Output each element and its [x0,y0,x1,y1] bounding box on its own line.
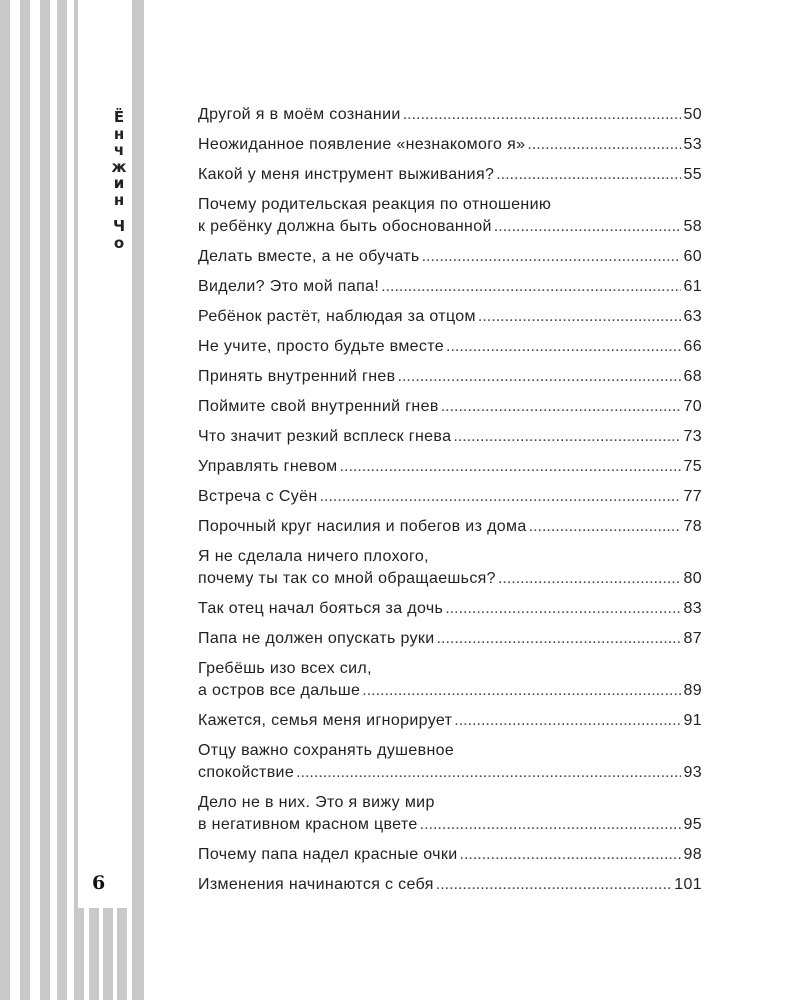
toc-entry[interactable] [198,396,702,418]
stripe [40,0,50,1000]
toc-entry-page: 55 [683,166,702,183]
dot-leader [436,874,672,896]
toc-entry-line [198,628,702,650]
toc-entry-title: Папа не должен опускать руки [198,630,435,647]
toc-entry-page: 101 [674,876,702,893]
dot-leader [422,246,681,268]
toc-entry[interactable] [198,710,702,732]
toc-entry[interactable] [198,104,702,126]
author-letter: Ё [113,108,125,126]
toc-entry-title: Поймите свой внутренний гнев [198,398,439,415]
toc-entry-title: Ребёнок растёт, наблюдая за отцом [198,308,476,325]
author-letter: н [113,124,125,143]
author-letter: н [113,190,125,209]
toc-entry-title: Неожиданное появление «незнакомого я» [198,136,526,153]
toc-entry-title-line: Гребёшь изо всех сил, [198,660,372,677]
toc-entry[interactable] [198,740,702,784]
toc-entry-title: Не учите, просто будьте вместе [198,338,445,355]
toc-entry-page: 66 [683,338,702,355]
toc-entry[interactable] [198,134,702,156]
toc-entry-page: 53 [683,136,702,153]
toc-entry-line [198,710,702,732]
stripe [132,0,144,1000]
toc-entry-line [198,104,702,126]
toc-entry-page: 89 [683,682,702,699]
toc-entry-title: Порочный круг насилия и побегов из дома [198,518,527,535]
dot-leader [460,844,681,866]
toc-entry-page: 78 [683,518,702,535]
toc-entry[interactable] [198,246,702,268]
toc-entry-line [198,306,702,328]
toc-entry-title: почему ты так со мной обращаешься? [198,570,496,587]
dot-leader [381,276,680,298]
toc-entry-line [198,336,702,358]
toc-entry-page: 60 [683,248,702,265]
dot-leader [496,164,680,186]
toc-entry-page: 68 [683,368,702,385]
toc-entry-title: Изменения начинаются с себя [198,876,434,893]
toc-entry-title: Какой у меня инструмент выживания? [198,166,495,183]
toc-entry[interactable] [198,276,702,298]
toc-entry-page: 63 [683,308,702,325]
toc-entry-title: Так отец начал бояться за дочь [198,600,444,617]
toc-entry-page: 77 [683,488,702,505]
dot-leader [420,814,681,836]
toc-entry-page: 58 [683,218,702,235]
toc-entry-line [198,598,702,620]
toc-entry[interactable] [198,628,702,650]
toc-entry-line [198,516,702,538]
toc-entry[interactable] [198,366,702,388]
stripe [0,0,10,1000]
stripe [57,0,67,1000]
toc-entry-line [198,568,702,590]
toc-entry-page: 80 [683,570,702,587]
toc-entry-title: в негативном красном цвете [198,816,418,833]
dot-leader [527,134,680,156]
toc-entry-page: 61 [683,278,702,295]
toc-entry-page: 73 [683,428,702,445]
toc-entry-page: 50 [683,106,702,123]
dot-leader [296,762,680,784]
toc-entry-line [198,216,702,238]
toc-entry-line [198,680,702,702]
dot-leader [320,486,681,508]
toc-entry-line [198,366,702,388]
toc-entry-page: 70 [683,398,702,415]
stripe [20,0,30,1000]
toc-entry[interactable] [198,486,702,508]
toc-entry-title: Другой я в моём сознании [198,106,401,123]
toc-entry[interactable] [198,164,702,186]
dot-leader [498,568,681,590]
toc-entry[interactable] [198,546,702,590]
dot-leader [398,366,681,388]
toc-entry-line [198,844,702,866]
page-number: 6 [92,872,106,894]
toc-entry[interactable] [198,658,702,702]
toc-entry-line [198,486,702,508]
toc-entry-title: к ребёнку должна быть обоснованной [198,218,492,235]
toc-entry-line [198,134,702,156]
toc-entry-line [198,874,702,896]
author-letter: ч [113,141,125,159]
dot-leader [529,516,681,538]
toc-entry[interactable] [198,426,702,448]
toc-entry-title-line: Отцу важно сохранять душевное [198,742,455,759]
toc-entry-line [198,456,702,478]
toc-entry-title: Кажется, семья меня игнорирует [198,712,453,729]
author-letter: о [113,233,125,252]
toc-entry-page: 83 [683,600,702,617]
toc-entry[interactable] [198,306,702,328]
dot-leader [478,306,681,328]
toc-entry-line [198,396,702,418]
toc-entry-page: 91 [683,712,702,729]
toc-entry[interactable] [198,194,702,238]
toc-entry-title: Управлять гневом [198,458,338,475]
author-letter: Ч [112,217,126,235]
toc-entry[interactable] [198,516,702,538]
author-name-vertical [108,109,130,251]
toc-entry-title: Встреча с Суён [198,488,318,505]
dot-leader [445,598,680,620]
dot-leader [403,104,681,126]
toc-entry[interactable] [198,598,702,620]
toc-entry-page: 95 [683,816,702,833]
dot-leader [441,396,681,418]
toc-entry-title-line: Я не сделала ничего плохого, [198,548,429,565]
toc-entry[interactable] [198,336,702,358]
dot-leader [446,336,680,358]
dot-leader [494,216,681,238]
toc-entry-title-line: Дело не в них. Это я вижу мир [198,794,435,811]
author-letter: ж [111,157,127,176]
toc-entry-page: 75 [683,458,702,475]
toc-entry-title: спокойствие [198,764,295,781]
toc-entry-title: Принять внутренний гнев [198,368,396,385]
dot-leader [453,426,680,448]
toc-entry-title: Видели? Это мой папа! [198,278,380,295]
toc-entry-line [198,426,702,448]
toc-entry-page: 87 [683,630,702,647]
toc-entry-title-line: Почему родительская реакция по отношению [198,196,552,213]
toc-entry[interactable] [198,874,702,896]
toc-entry-title: Почему папа надел красные очки [198,846,458,863]
author-letter: и [113,174,125,192]
toc-entry[interactable] [198,792,702,836]
toc-entry-page: 98 [683,846,702,863]
toc-entry-line [198,762,702,784]
dot-leader [454,710,680,732]
toc-entry-page: 93 [683,764,702,781]
dot-leader [437,628,681,650]
toc-entry-line [198,246,702,268]
toc-entry-line [198,276,702,298]
toc-entry-title: Что значит резкий всплеск гнева [198,428,452,445]
toc-entry[interactable] [198,456,702,478]
table-of-contents [198,104,702,904]
toc-entry[interactable] [198,844,702,866]
toc-entry-line [198,814,702,836]
toc-entry-line [198,164,702,186]
dot-leader [362,680,680,702]
toc-entry-title: Делать вместе, а не обучать [198,248,420,265]
toc-entry-title: а остров все дальше [198,682,361,699]
dot-leader [340,456,681,478]
